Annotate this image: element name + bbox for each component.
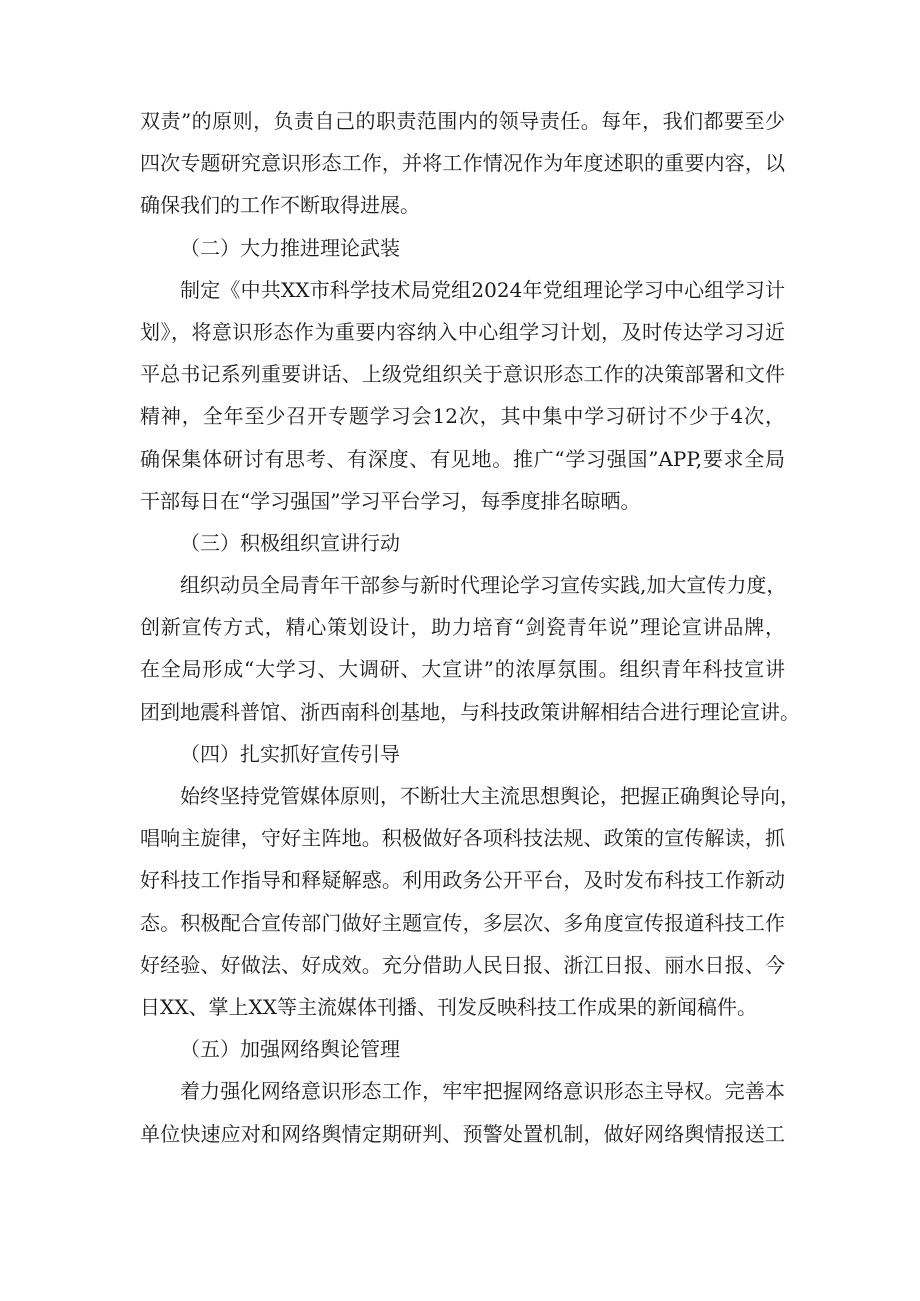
paragraph-line: 团到地震科普馆、浙西南科创基地，与科技政策讲解相结合进行理论宣讲。 [140, 699, 800, 724]
paragraph-line: 好经验、好做法、好成效。充分借助人民日报、浙江日报、丽水日报、今 [140, 952, 785, 977]
paragraph-line: 创新宣传方式，精心策划设计，助力培育“剑瓷青年说”理论宣讲品牌， [140, 615, 785, 640]
paragraph-line: 确保集体研讨有思考、有深度、有见地。推广“学习强国”APP,要求全局 [140, 446, 785, 471]
paragraph-line: 着力强化网络意识形态工作，牢牢把握网络意识形态主导权。完善本 [180, 1079, 785, 1104]
paragraph-line: 划》，将意识形态作为重要内容纳入中心组学习计划，及时传达学习习近 [140, 319, 785, 344]
paragraph-line: 唱响主旋律，守好主阵地。积极做好各项科技法规、政策的宣传解读，抓 [140, 826, 785, 851]
paragraph-line: 始终坚持党管媒体原则，不断壮大主流思想舆论，把握正确舆论导向， [180, 784, 800, 808]
paragraph-line: 精神，全年至少召开专题学习会12次，其中集中学习研讨不少于4次， [140, 404, 785, 429]
section-heading: （五）加强网络舆论管理 [180, 1037, 400, 1062]
paragraph-line: 态。积极配合宣传部门做好主题宣传，多层次、多角度宣传报道科技工作 [140, 910, 785, 935]
section-heading: （二）大力推进理论武装 [180, 235, 400, 260]
paragraph-line: 干部每日在“学习强国”学习平台学习，每季度排名晾晒。 [140, 488, 641, 513]
section-heading: （三）积极组织宣讲行动 [180, 530, 400, 555]
section-heading: （四）扎实抓好宣传引导 [180, 741, 400, 766]
paragraph-line: 组织动员全局青年干部参与新时代理论学习宣传实践,加大宣传力度， [180, 573, 787, 598]
paragraph-line: 好科技工作指导和释疑解惑。利用政务公开平台，及时发布科技工作新动 [140, 868, 785, 893]
paragraph-line: 单位快速应对和网络舆情定期研判、预警处置机制，做好网络舆情报送工 [140, 1121, 785, 1146]
paragraph-line: 在全局形成“大学习、大调研、大宣讲”的浓厚氛围。组织青年科技宣讲 [140, 657, 785, 682]
document-body [140, 100, 800, 1155]
paragraph-line: 确保我们的工作不断取得进展。 [140, 193, 420, 218]
paragraph-line: 四次专题研究意识形态工作，并将工作情况作为年度述职的重要内容，以 [140, 151, 785, 176]
paragraph-line: 制定《中共XX市科学技术局党组2024年党组理论学习中心组学习计 [180, 277, 785, 302]
paragraph-line: 双责”的原则，负责自己的职责范围内的领导责任。每年，我们都要至少 [140, 109, 785, 133]
paragraph-line: 平总书记系列重要讲话、上级党组织关于意识形态工作的决策部署和文件 [140, 362, 785, 387]
paragraph-line: 日XX、掌上XX等主流媒体刊播、刊发反映科技工作成果的新闻稿件。 [140, 994, 757, 1019]
